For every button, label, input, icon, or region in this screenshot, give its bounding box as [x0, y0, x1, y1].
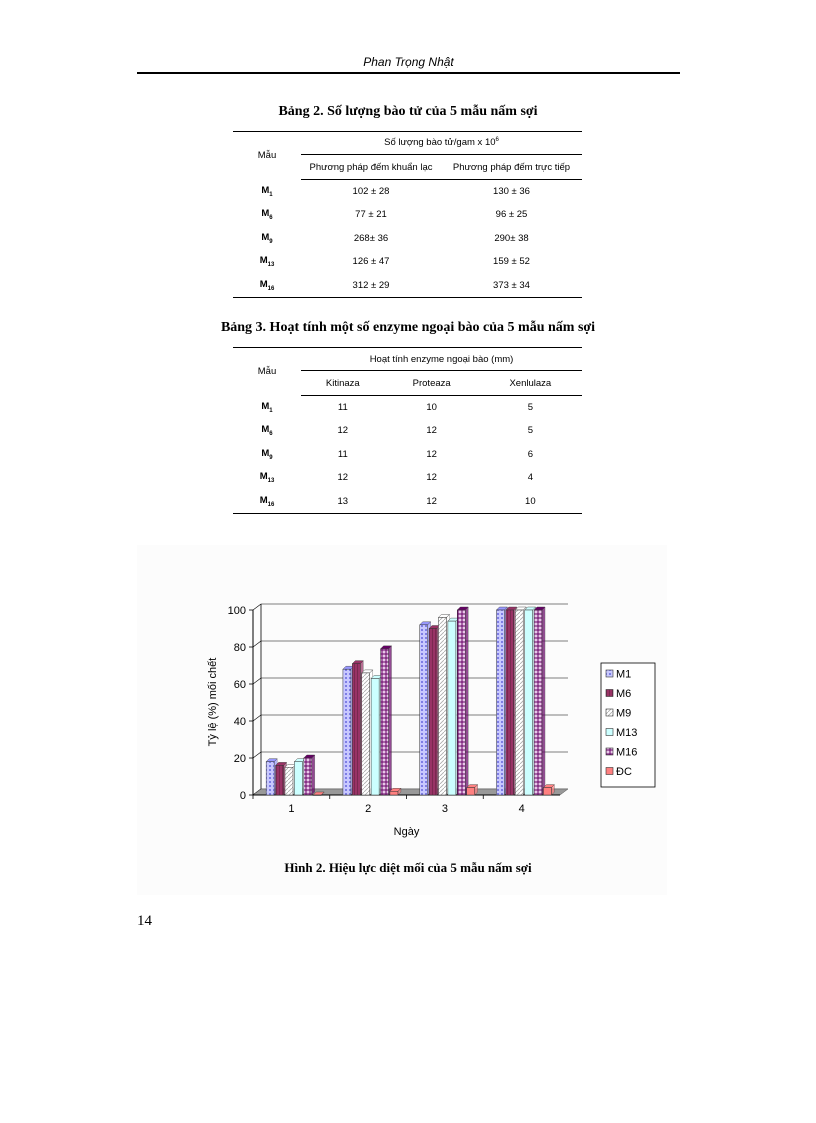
bar-M6	[352, 664, 360, 795]
sample-id: $M_1$	[261, 184, 273, 198]
direct-count: 290± 38	[494, 232, 529, 244]
bar-M16	[304, 758, 312, 795]
back-wall-edge	[253, 604, 261, 795]
table3-caption: Bảng 3. Hoạt tính một số enzyme ngoại bào của 5 mẫu nấm sợi	[220, 320, 596, 335]
xenlulaza-value: 10	[525, 495, 536, 507]
table2-group-header: Số lượng bào tử/gam x $10^6$	[301, 132, 582, 155]
bar-side	[389, 646, 392, 795]
bar-M9	[438, 617, 446, 795]
legend-label: M9	[616, 707, 632, 720]
bar-M1	[343, 669, 351, 795]
table2-col2: Phương pháp đếm trực tiếp	[441, 155, 582, 180]
x-axis-label: Ngày	[393, 826, 420, 838]
y-tick-label: 60	[233, 679, 246, 691]
bar-M9	[515, 610, 523, 795]
sample-id: $M_{16}$	[259, 278, 275, 292]
bar-M9	[362, 673, 370, 795]
table3-col3: Xenlulaza	[479, 371, 582, 396]
legend-label: M16	[616, 746, 638, 759]
bar-side	[465, 607, 468, 795]
sample-id: $M_{13}$	[259, 471, 275, 485]
colony-count: 312 ± 29	[352, 279, 390, 291]
legend-swatch	[606, 690, 613, 697]
y-tick-label: 40	[233, 716, 246, 728]
bar-M6	[429, 629, 437, 796]
bar-ĐC	[313, 795, 321, 796]
legend-label: M6	[616, 688, 632, 700]
kitinaza-value: 11	[337, 402, 348, 413]
sample-id: $M_1$	[261, 400, 273, 414]
legend-swatch	[606, 709, 613, 716]
proteaza-value: 12	[426, 448, 437, 460]
proteaza-value: 12	[426, 472, 437, 484]
bar-side	[542, 607, 545, 795]
colony-count: 102 ± 28	[352, 186, 390, 197]
xenlulaza-value: 5	[527, 425, 533, 437]
y-axis-label: Tỷ lệ (%) mối chết	[207, 657, 219, 747]
y-tick-label: 80	[233, 642, 246, 654]
gridline-diagonal	[253, 752, 261, 758]
y-tick-label: 100	[227, 605, 246, 617]
table2-col1: Phương pháp đếm khuẩn lạc	[301, 155, 441, 180]
table3-col-sample: Mẫu	[257, 366, 277, 378]
bar-M1	[266, 762, 274, 795]
table3-group-header: Hoạt tính enzyme ngoại bào (mm)	[301, 348, 582, 371]
kitinaza-value: 12	[337, 472, 349, 484]
x-tick-label: 1	[288, 803, 295, 815]
gridline-diagonal	[253, 678, 261, 684]
gridline-diagonal	[253, 715, 261, 721]
proteaza-value: 12	[426, 425, 437, 437]
x-tick-label: 2	[365, 803, 372, 815]
y-tick-label: 0	[239, 790, 246, 802]
xenlulaza-value: 5	[527, 402, 533, 413]
bar-M1	[420, 625, 428, 795]
xenlulaza-value: 6	[527, 448, 533, 460]
legend-swatch	[606, 670, 613, 677]
y-tick-label: 20	[233, 753, 246, 765]
table2-col-sample: Mẫu	[257, 150, 277, 162]
sample-id: $M_9$	[261, 231, 273, 245]
direct-count: 96 ± 25	[495, 209, 528, 221]
proteaza-value: 12	[426, 495, 437, 507]
colony-count: 268± 36	[353, 232, 389, 244]
legend-label: ĐC	[616, 766, 632, 778]
direct-count: 373 ± 34	[493, 279, 530, 291]
bar-ĐC	[390, 791, 398, 795]
bar-M13	[294, 762, 302, 795]
sample-id: $M_6$	[261, 208, 273, 222]
colony-count: 77 ± 21	[355, 209, 387, 221]
bar-M16	[381, 649, 389, 795]
sample-id: $M_{16}$	[259, 494, 275, 508]
bar-side	[312, 755, 315, 795]
page-number: 14	[137, 913, 152, 929]
bar-M13	[448, 621, 456, 795]
figure-caption: Hình 2. Hiệu lực diệt mối của 5 mẫu nấm sợi	[284, 860, 532, 875]
kitinaza-value: 11	[337, 448, 348, 460]
running-head: Phan Trọng Nhật	[363, 55, 454, 69]
bar-M13	[525, 610, 533, 795]
bar-M16	[534, 610, 542, 795]
colony-count: 126 ± 47	[352, 256, 390, 268]
table3-col1: Kitinaza	[301, 371, 385, 396]
legend-swatch	[606, 748, 613, 755]
sample-id: $M_9$	[261, 447, 273, 461]
kitinaza-value: 12	[337, 425, 349, 437]
table3-col2: Proteaza	[385, 371, 479, 396]
x-tick-label: 4	[518, 803, 525, 815]
bar-M6	[506, 610, 514, 795]
kitinaza-value: 13	[337, 495, 349, 507]
bar-M16	[457, 610, 465, 795]
bar-M6	[276, 765, 284, 795]
direct-count: 130 ± 36	[493, 186, 530, 197]
xenlulaza-value: 4	[527, 472, 533, 484]
bar-M13	[371, 678, 379, 795]
sample-id: $M_6$	[261, 424, 273, 438]
bar-M1	[496, 610, 504, 795]
legend-swatch	[606, 768, 613, 775]
sample-id: $M_{13}$	[259, 255, 275, 269]
bar-M9	[285, 767, 293, 795]
legend-label: M1	[616, 668, 632, 681]
x-tick-label: 3	[441, 803, 448, 815]
gridline-diagonal	[253, 641, 261, 647]
bar-ĐC	[543, 788, 551, 795]
legend-label: M13	[616, 727, 638, 739]
table2-caption: Bảng 2. Số lượng bào tử của 5 mẫu nấm sợi	[278, 104, 538, 119]
proteaza-value: 10	[426, 402, 437, 413]
direct-count: 159 ± 52	[493, 256, 530, 268]
legend-swatch	[606, 729, 613, 736]
gridline-diagonal	[253, 604, 261, 610]
bar-ĐC	[467, 788, 475, 795]
